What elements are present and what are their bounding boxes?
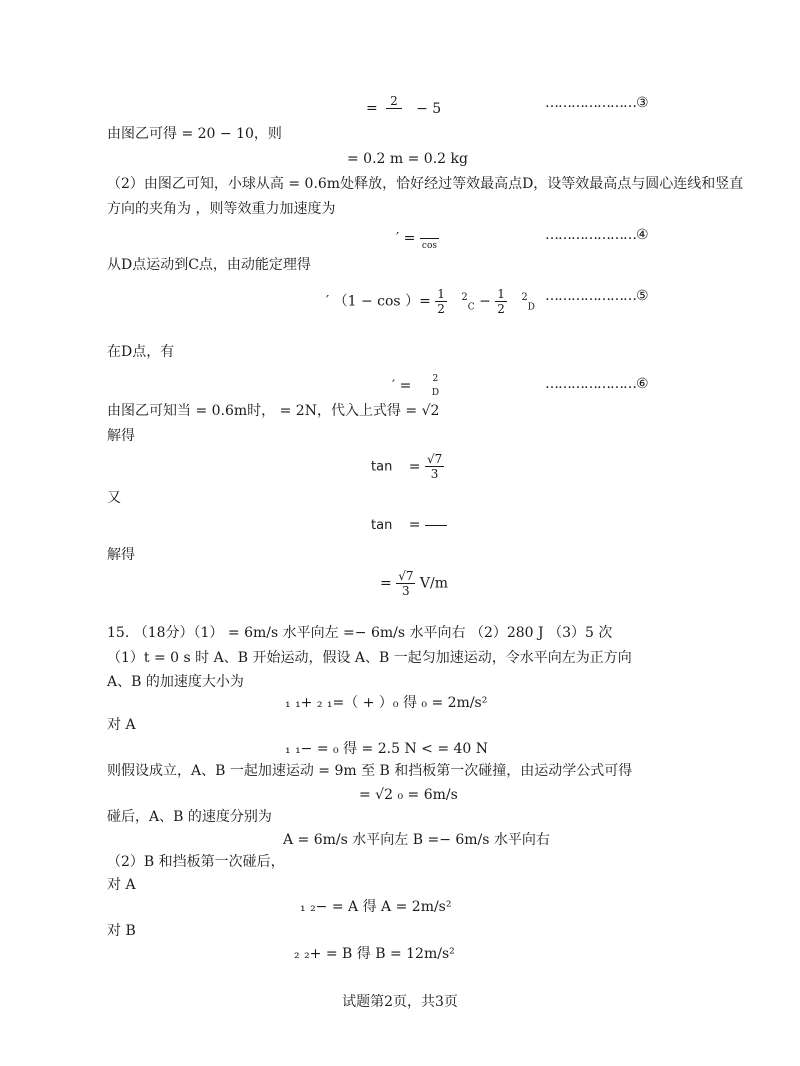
sub: C: [467, 302, 475, 313]
fraction-den: [386, 109, 401, 123]
fraction: [430, 372, 441, 400]
fraction-sqrt7-3: [396, 569, 415, 598]
text-line: （2）B 和挡板第一次碰后，: [107, 854, 285, 870]
fraction-num: [420, 224, 439, 239]
fraction-sqrt7-3: [425, 452, 444, 481]
equation-E: [380, 569, 448, 598]
fraction-den: D: [431, 388, 440, 398]
equation-line-6: [392, 372, 441, 400]
fraction-den: 3: [402, 584, 410, 598]
fraction-den: 2: [497, 302, 505, 316]
text-line: A、B 的加速度大小为: [107, 674, 244, 690]
fraction-num: 2: [432, 374, 439, 384]
tan-label: tan: [371, 518, 393, 533]
equation-tan: [371, 452, 444, 481]
eq-prefix: ′ =: [396, 230, 416, 247]
fraction-den: 2: [437, 302, 445, 316]
text-line: （1）t = 0 s 时 A、B 开始运动，假设 A、B 一起匀加速运动，令水平向左为正方向: [107, 650, 632, 666]
equation-line-4: [396, 224, 439, 253]
minus-sign: −: [479, 293, 491, 310]
marker-5: …………………⑤: [545, 288, 648, 304]
equation-line-5: [326, 287, 535, 316]
fraction-num: √7: [398, 569, 414, 583]
sup: 2: [521, 291, 528, 303]
unit: V/m: [419, 575, 449, 592]
text-line: 又: [107, 490, 121, 506]
equation-line: ₁ ₂− = A 得 A = 2m/s²: [300, 899, 452, 915]
equation-tan-2: [371, 516, 447, 535]
question-15-answer: 15. （18分）（1） = 6m/s 水平向左 =− 6m/s 水平向右 （2）280 J （3）5 次: [107, 625, 613, 641]
equation-line: ₁ ₁− = ₀ 得 = 2.5 N < = 40 N: [285, 741, 489, 757]
sup: 2: [461, 291, 468, 303]
eq-sign: =: [408, 458, 421, 475]
tan-label: tan: [371, 459, 393, 475]
sub: D: [527, 302, 535, 313]
equation-line: ₁ ₁+ ₂ ₁=（ + ）₀ 得 ₀ = 2m/s²: [285, 695, 488, 711]
text-line: （2）由图乙可知，小球从高 = 0.6m处释放，恰好经过等效最高点D，设等效最高点与圆心连线和竖直: [107, 176, 744, 192]
text-line: 对 B: [107, 923, 136, 939]
eq-prefix: ′ =: [392, 378, 412, 394]
fraction-num: √7: [426, 452, 443, 466]
marker-4: …………………④: [545, 227, 648, 243]
text-line: 则假设成立，A、B 一起加速运动 = 9m 至 B 和挡板第一次碰撞，由运动学公式可得: [107, 763, 633, 779]
marker-6: …………………⑥: [545, 376, 648, 392]
fraction-half: [435, 287, 447, 316]
eq-sign: =: [380, 575, 392, 592]
eq-left: ′ （1 − cos ）=: [326, 293, 431, 310]
text-line: 从D点运动到C点，由动能定理得: [107, 257, 311, 273]
fraction-den: 3: [430, 467, 439, 481]
text-line: 解得: [107, 547, 135, 563]
fraction: [420, 224, 439, 253]
fraction-num: 1: [437, 287, 445, 301]
text-line: 对 A: [107, 717, 136, 733]
eq-sign: =: [408, 517, 421, 533]
equation-line: = 0.2 m = 0.2 kg: [347, 151, 468, 167]
marker-3: …………………③: [545, 95, 648, 111]
text-line: 由图乙可知当 = 0.6m时， = 2N，代入上式得 = √2: [107, 403, 440, 419]
fraction-half: [495, 287, 507, 316]
text-line: 解得: [107, 428, 135, 444]
page-footer: 试题第2页，共3页: [342, 994, 458, 1010]
text-line: 对 A: [107, 877, 136, 893]
eq-tail: − 5: [416, 100, 442, 117]
equation-line-3: [366, 94, 441, 123]
text-line: 在D点，有: [107, 344, 175, 360]
fraction-num: 2: [386, 94, 401, 109]
fraction-num: 1: [497, 287, 505, 301]
equation-line: ₂ ₂+ = B 得 B = 12m/s²: [294, 946, 455, 962]
text-line: 由图乙可得 = 20 − 10，则: [107, 126, 282, 142]
text-line: 方向的夹角为 ，则等效重力加速度为: [107, 201, 336, 217]
fraction: [386, 94, 401, 123]
equation-line: = √2 ₀ = 6m/s: [359, 787, 458, 803]
equation-line: A = 6m/s 水平向左 B =− 6m/s 水平向右: [283, 832, 550, 848]
eq-sign: =: [366, 100, 378, 117]
text-line: 碰后，A、B 的速度分别为: [107, 809, 272, 825]
fraction-den: cos: [421, 241, 437, 251]
fraction-bar: [425, 525, 447, 526]
